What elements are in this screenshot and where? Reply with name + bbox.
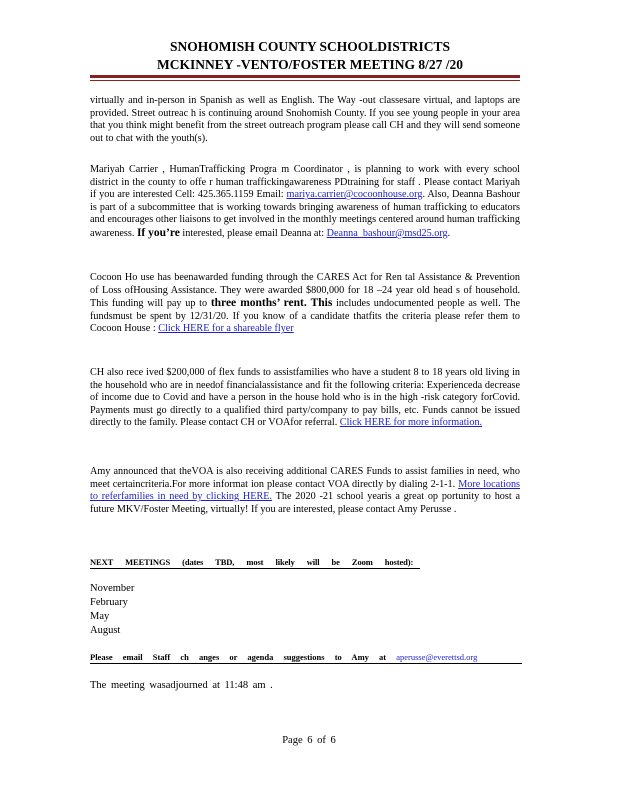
meeting-months-list	[90, 582, 134, 638]
email-link-deanna[interactable]: Deanna_bashour@msd25.org	[326, 227, 448, 239]
next-meetings-heading: NEXT MEETINGS (dates TBD, most likely will be Zoom hosted):	[90, 557, 420, 569]
paragraph-human-trafficking: Mariyah Carrier , HumanTrafficking Progra m Coordinator , is planning to work with every school district in the county to offe r human traffickingawareness PDtraining for staff . Please contact Mariyah if you are interested Cell: 425.365.1159 Email: mariya.carrier@cocoonhouse.org. Also, Deanna Bashour is part of a subcommittee that is working towards bringing awareness of human trafficking to educators and encourages other liaisons to get involved in the monthly meetings centered around human trafficking awareness. If you’re interested, please email Deanna at: Deanna_bashour@msd25.org.	[90, 164, 520, 239]
paragraph-text: Cocoon Ho use has beenawarded funding through the CARES Act for Ren tal Assistance & Prevention of Loss ofHousing Assistance. They were awarded $800,000 for 18 –24 year old head s of household. This funding will pay up to	[90, 272, 520, 310]
emphasis-text: three months’ rent. This	[210, 297, 333, 310]
more-locations-link[interactable]: More locations to referfamilies in need by clicking HERE.	[90, 478, 521, 503]
month-item: February	[90, 597, 128, 608]
paragraph-text: virtually and in-person in Spanish as well as English. The Way -out classesare virtual, and laptops are provided. Street outreac h is continuing around Snohomish County. If you see young people in your area that you think might benefit from the street outreach program please call CH and they will send someone out to chat with the youth(s).	[90, 95, 520, 144]
header-rule-thick	[90, 75, 520, 78]
emphasis-text: If you’re	[136, 226, 180, 239]
paragraph-text: Amy announced that theVOA is also receiving additional CARES Funds to assist families in need, who meet certaincriteria.For more informat ion please contact VOA directly by dialing 2-1-1.	[90, 466, 520, 490]
month-item: May	[90, 611, 110, 622]
header-title-line2: MCKINNEY -VENTO/FOSTER MEETING 8/27 /20	[156, 57, 464, 72]
month-item: November	[90, 583, 135, 594]
email-link-amy[interactable]: aperusse@everettsd.org	[396, 652, 478, 662]
paragraph-text: includes undocumented people as well. The fundsmust be spent by 12/31/20. If you know of a candidate thatfits the criteria please refer them to Cocoon House :	[90, 298, 521, 335]
note-text: Please email Staff ch anges or agenda suggestions to Amy at	[90, 652, 387, 662]
paragraph-text: Mariyah Carrier , HumanTrafficking Progra m Coordinator , is planning to work with every school district in the county to offe r human traffickingawareness PDtraining for staff . Please contact Mariyah if you are interested Cell: 425.365.1159 Email:	[90, 164, 520, 201]
page-number: Page 6 of 6	[282, 735, 336, 746]
email-link-mariyah[interactable]: mariya.carrier@cocoonhouse.org	[286, 189, 423, 201]
paragraph-street-outreach	[90, 95, 520, 145]
meeting-adjourned-text: The meeting wasadjourned at 11:48 am .	[90, 680, 273, 691]
paragraph-voa-cares	[90, 466, 520, 516]
paragraph-text: CH also rece ived $200,000 of flex funds to assistfamilies who have a student 8 to 18 years old living in the household who are in needof financialassistance and fit the following criteria: Experienceda decrease of income due to Covid and have a person in the house hold who is in the high -risk category forCovid. Payments must go directly to a qualified third party/company to pay bills, etc. Funds cannot be issued directly to the family. Please contact CH or VOAfor referral.	[90, 367, 520, 429]
paragraph-text: The 2020 -21 school yearis a great op portunity to host a future MKV/Foster Meeting, virtually! If you are interested, please contact Amy Perusse .	[90, 491, 520, 515]
header-title-line1: SNOHOMISH COUNTY SCHOOLDISTRICTS	[169, 39, 451, 54]
more-information-link[interactable]: Click HERE for more information.	[339, 417, 483, 429]
paragraph-cares-rental	[90, 272, 520, 336]
paragraph-text: interested, please email Deanna at:	[182, 227, 325, 239]
staff-changes-note	[90, 652, 522, 664]
paragraph-text: . Also, Deanna Bashour is part of a subcommittee that is working towards bringing awareness of human trafficking to educators and encourages other liaisons to get involved in the monthly meetings centered around human trafficking awareness.	[90, 189, 520, 239]
shareable-flyer-link[interactable]: Click HERE for a shareable flyer	[158, 323, 294, 335]
header-rule-thin	[90, 80, 520, 81]
paragraph-flex-funds	[90, 367, 520, 430]
month-item: August	[90, 625, 121, 636]
